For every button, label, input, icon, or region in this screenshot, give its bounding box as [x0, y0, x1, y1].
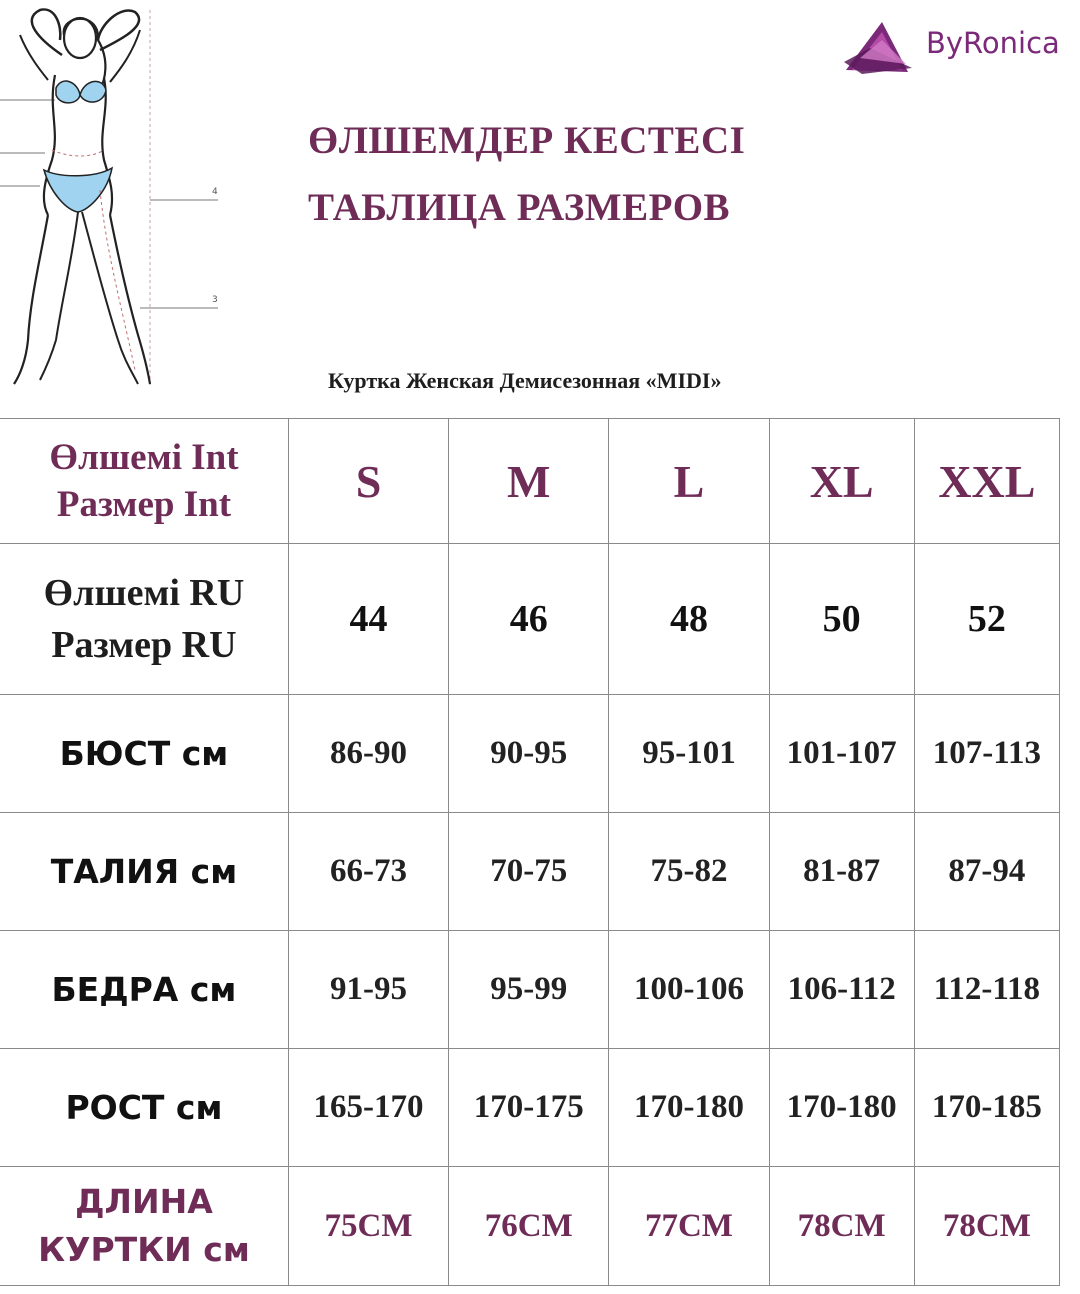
table-cell: 90-95	[449, 695, 609, 813]
woman-figure-icon	[0, 0, 240, 400]
table-cell: 170-185	[914, 1049, 1059, 1167]
int-size-cell: M	[449, 419, 609, 544]
table-cell: 75-82	[609, 813, 769, 931]
ru-size-cell: 44	[288, 544, 448, 695]
table-row-hips	[0, 931, 1060, 1049]
ru-size-cell: 46	[449, 544, 609, 695]
int-size-cell: XL	[769, 419, 914, 544]
table-cell: 101-107	[769, 695, 914, 813]
table-cell: 91-95	[288, 931, 448, 1049]
int-size-cell: S	[288, 419, 448, 544]
table-row-ru	[0, 544, 1060, 695]
brand-name: ByRonica	[926, 26, 1060, 60]
table-cell: 112-118	[914, 931, 1059, 1049]
table-cell: 78СМ	[914, 1167, 1059, 1286]
table-row-int	[0, 419, 1060, 544]
table-row-waist	[0, 813, 1060, 931]
int-size-cell: XXL	[914, 419, 1059, 544]
title-kazakh: ӨЛШЕМДЕР КЕСТЕСІ	[308, 119, 746, 162]
int-header-kazakh: Өлшемі Int	[49, 437, 239, 478]
table-cell: 170-180	[609, 1049, 769, 1167]
ru-size-cell: 48	[609, 544, 769, 695]
length-label-line2: КУРТКИ см	[38, 1230, 250, 1269]
table-cell: 170-180	[769, 1049, 914, 1167]
title-russian: ТАБЛИЦА РАЗМЕРОВ	[308, 186, 731, 229]
table-cell: 75СМ	[288, 1167, 448, 1286]
marker-4: 4	[212, 187, 218, 197]
table-cell: 106-112	[769, 931, 914, 1049]
row-label-waist: ТАЛИЯ см	[0, 813, 288, 931]
int-header-russian: Размер Int	[56, 484, 232, 525]
ru-size-cell: 52	[914, 544, 1059, 695]
table-row-bust	[0, 695, 1060, 813]
ru-size-cell: 50	[769, 544, 914, 695]
brand-logo	[842, 18, 1062, 78]
row-label-jacket-length	[0, 1167, 288, 1286]
table-cell: 78СМ	[769, 1167, 914, 1286]
int-size-cell: L	[609, 419, 769, 544]
marker-3: 3	[212, 295, 218, 305]
table-row-jacket-length	[0, 1167, 1060, 1286]
ru-size-header	[0, 544, 288, 695]
table-cell: 165-170	[288, 1049, 448, 1167]
table-cell: 81-87	[769, 813, 914, 931]
row-label-height: РОСТ см	[0, 1049, 288, 1167]
table-cell: 107-113	[914, 695, 1059, 813]
table-cell: 100-106	[609, 931, 769, 1049]
ru-header-russian: Размер RU	[51, 624, 237, 666]
body-measurement-illustration	[0, 0, 240, 400]
table-cell: 66-73	[288, 813, 448, 931]
row-label-hips: БЕДРА см	[0, 931, 288, 1049]
int-size-header	[0, 419, 288, 544]
size-table	[0, 418, 1060, 1286]
table-cell: 170-175	[449, 1049, 609, 1167]
table-cell: 95-101	[609, 695, 769, 813]
product-subtitle: Куртка Женская Демисезонная «MIDI»	[328, 368, 722, 393]
row-label-bust: БЮСТ см	[0, 695, 288, 813]
table-cell: 86-90	[288, 695, 448, 813]
byronica-logo-icon	[842, 18, 916, 76]
table-cell: 77СМ	[609, 1167, 769, 1286]
ru-header-kazakh: Өлшемі RU	[43, 572, 245, 614]
table-row-height	[0, 1049, 1060, 1167]
table-cell: 95-99	[449, 931, 609, 1049]
table-cell: 87-94	[914, 813, 1059, 931]
table-cell: 76СМ	[449, 1167, 609, 1286]
length-label-line1: ДЛИНА	[75, 1182, 213, 1221]
table-cell: 70-75	[449, 813, 609, 931]
